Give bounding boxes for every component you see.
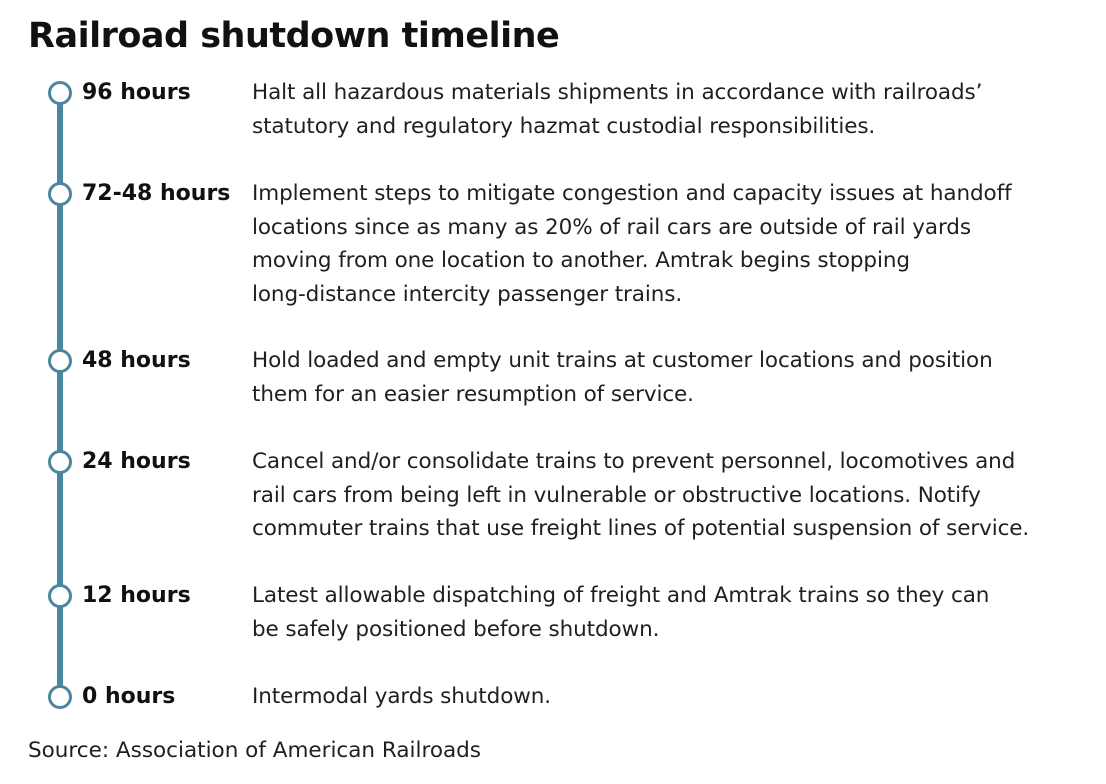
description-line: Hold loaded and empty unit trains at customer locations and position — [252, 348, 993, 373]
description-line: moving from one location to another. Amtrak begins stopping — [252, 248, 910, 273]
description-line: statutory and regulatory hazmat custodial responsibilities. — [252, 113, 876, 139]
timeline-marker — [48, 685, 72, 709]
timeline-marker — [48, 182, 72, 206]
description-line: Intermodal yards shutdown. — [252, 684, 551, 709]
description-line: rail cars from being left in vulnerable or obstructive locations. Notify — [252, 482, 981, 508]
timeline-description — [252, 579, 1092, 646]
timeline-marker — [48, 584, 72, 608]
page-title: Railroad shutdown timeline — [28, 16, 560, 56]
timeline-marker — [48, 349, 72, 373]
timeline-label: 96 hours — [82, 80, 191, 105]
timeline-label: 24 hours — [82, 449, 191, 474]
description-line: commuter trains that use freight lines of potential suspension of service. — [252, 516, 1030, 541]
description-line: them for an easier resumption of service. — [252, 381, 694, 407]
description-line: Cancel and/or consolidate trains to prevent personnel, locomotives and — [252, 449, 1016, 474]
timeline-label: 0 hours — [82, 684, 176, 709]
description-line: be safely positioned before shutdown. — [252, 616, 660, 642]
description-line: long-distance intercity passenger trains. — [252, 281, 683, 307]
description-line: locations since as many as 20% of rail cars are outside of rail yards — [252, 214, 971, 240]
description-line: Implement steps to mitigate congestion and capacity issues at handoff — [252, 181, 1012, 206]
timeline-description — [252, 177, 1092, 311]
timeline-description — [252, 344, 1092, 411]
timeline-description — [252, 680, 1092, 714]
timeline-label: 48 hours — [82, 348, 191, 373]
timeline-label: 72-48 hours — [82, 181, 231, 206]
description-line: Halt all hazardous materials shipments in accordance with railroads’ — [252, 80, 983, 105]
description-line: Latest allowable dispatching of freight and Amtrak trains so they can — [252, 583, 990, 608]
source-note: Source: Association of American Railroads — [28, 738, 482, 763]
timeline-description — [252, 76, 1092, 143]
timeline-marker — [48, 450, 72, 474]
timeline-marker — [48, 81, 72, 105]
timeline-description — [252, 445, 1092, 546]
timeline-label: 12 hours — [82, 583, 191, 608]
